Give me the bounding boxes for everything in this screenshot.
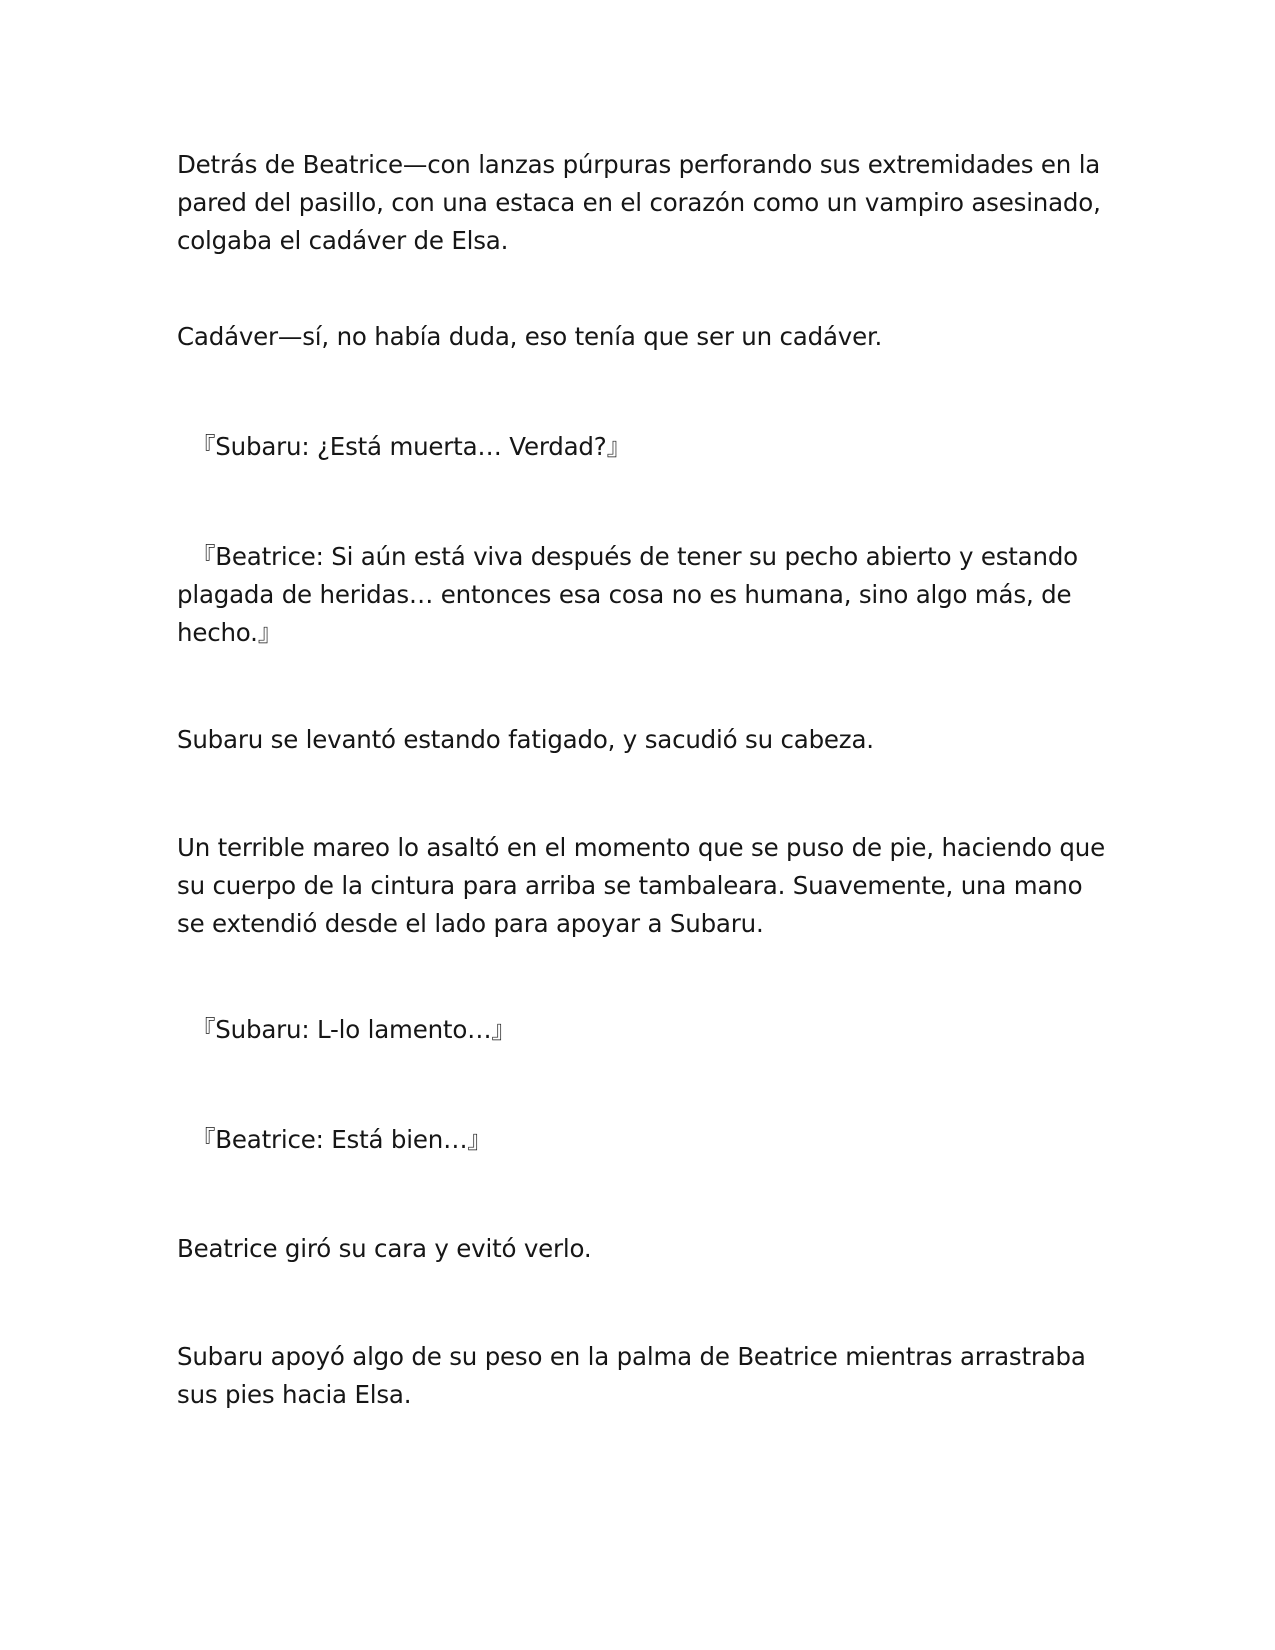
paragraph-narration-3: Subaru se levantó estando fatigado, y sacudió su cabeza. xyxy=(177,725,874,754)
paragraph-narration-6: Subaru apoyó algo de su peso en la palma de Beatrice mientras arrastraba sus pies hacia Elsa. xyxy=(177,1342,1086,1409)
paragraph-narration-1: Detrás de Beatrice—con lanzas púrpuras perforando sus extremidades en la pared del pasillo, con una estaca en el corazón como un vampiro asesinado, colgaba el cadáver de Elsa. xyxy=(177,150,1101,255)
dialogue-subaru-1: 『Subaru: ¿Está muerta… Verdad?』 xyxy=(191,432,631,461)
dialogue-beatrice-2: 『Beatrice: Está bien…』 xyxy=(191,1125,492,1154)
paragraph-narration-4: Un terrible mareo lo asaltó en el momento que se puso de pie, haciendo que su cuerpo de la cintura para arriba se tambaleara. Suavemente, una mano se extendió desde el lado para apoyar a Subaru. xyxy=(177,833,1105,938)
dialogue-subaru-2: 『Subaru: L-lo lamento…』 xyxy=(191,1015,516,1044)
paragraph-narration-5: Beatrice giró su cara y evitó verlo. xyxy=(177,1234,592,1263)
paragraph-narration-2: Cadáver—sí, no había duda, eso tenía que ser un cadáver. xyxy=(177,322,883,351)
dialogue-beatrice-1: 『Beatrice: Si aún está viva después de tener su pecho abierto y estando plagada de heridas… entonces esa cosa no es humana, sino algo más, de hecho.』 xyxy=(177,542,1078,647)
